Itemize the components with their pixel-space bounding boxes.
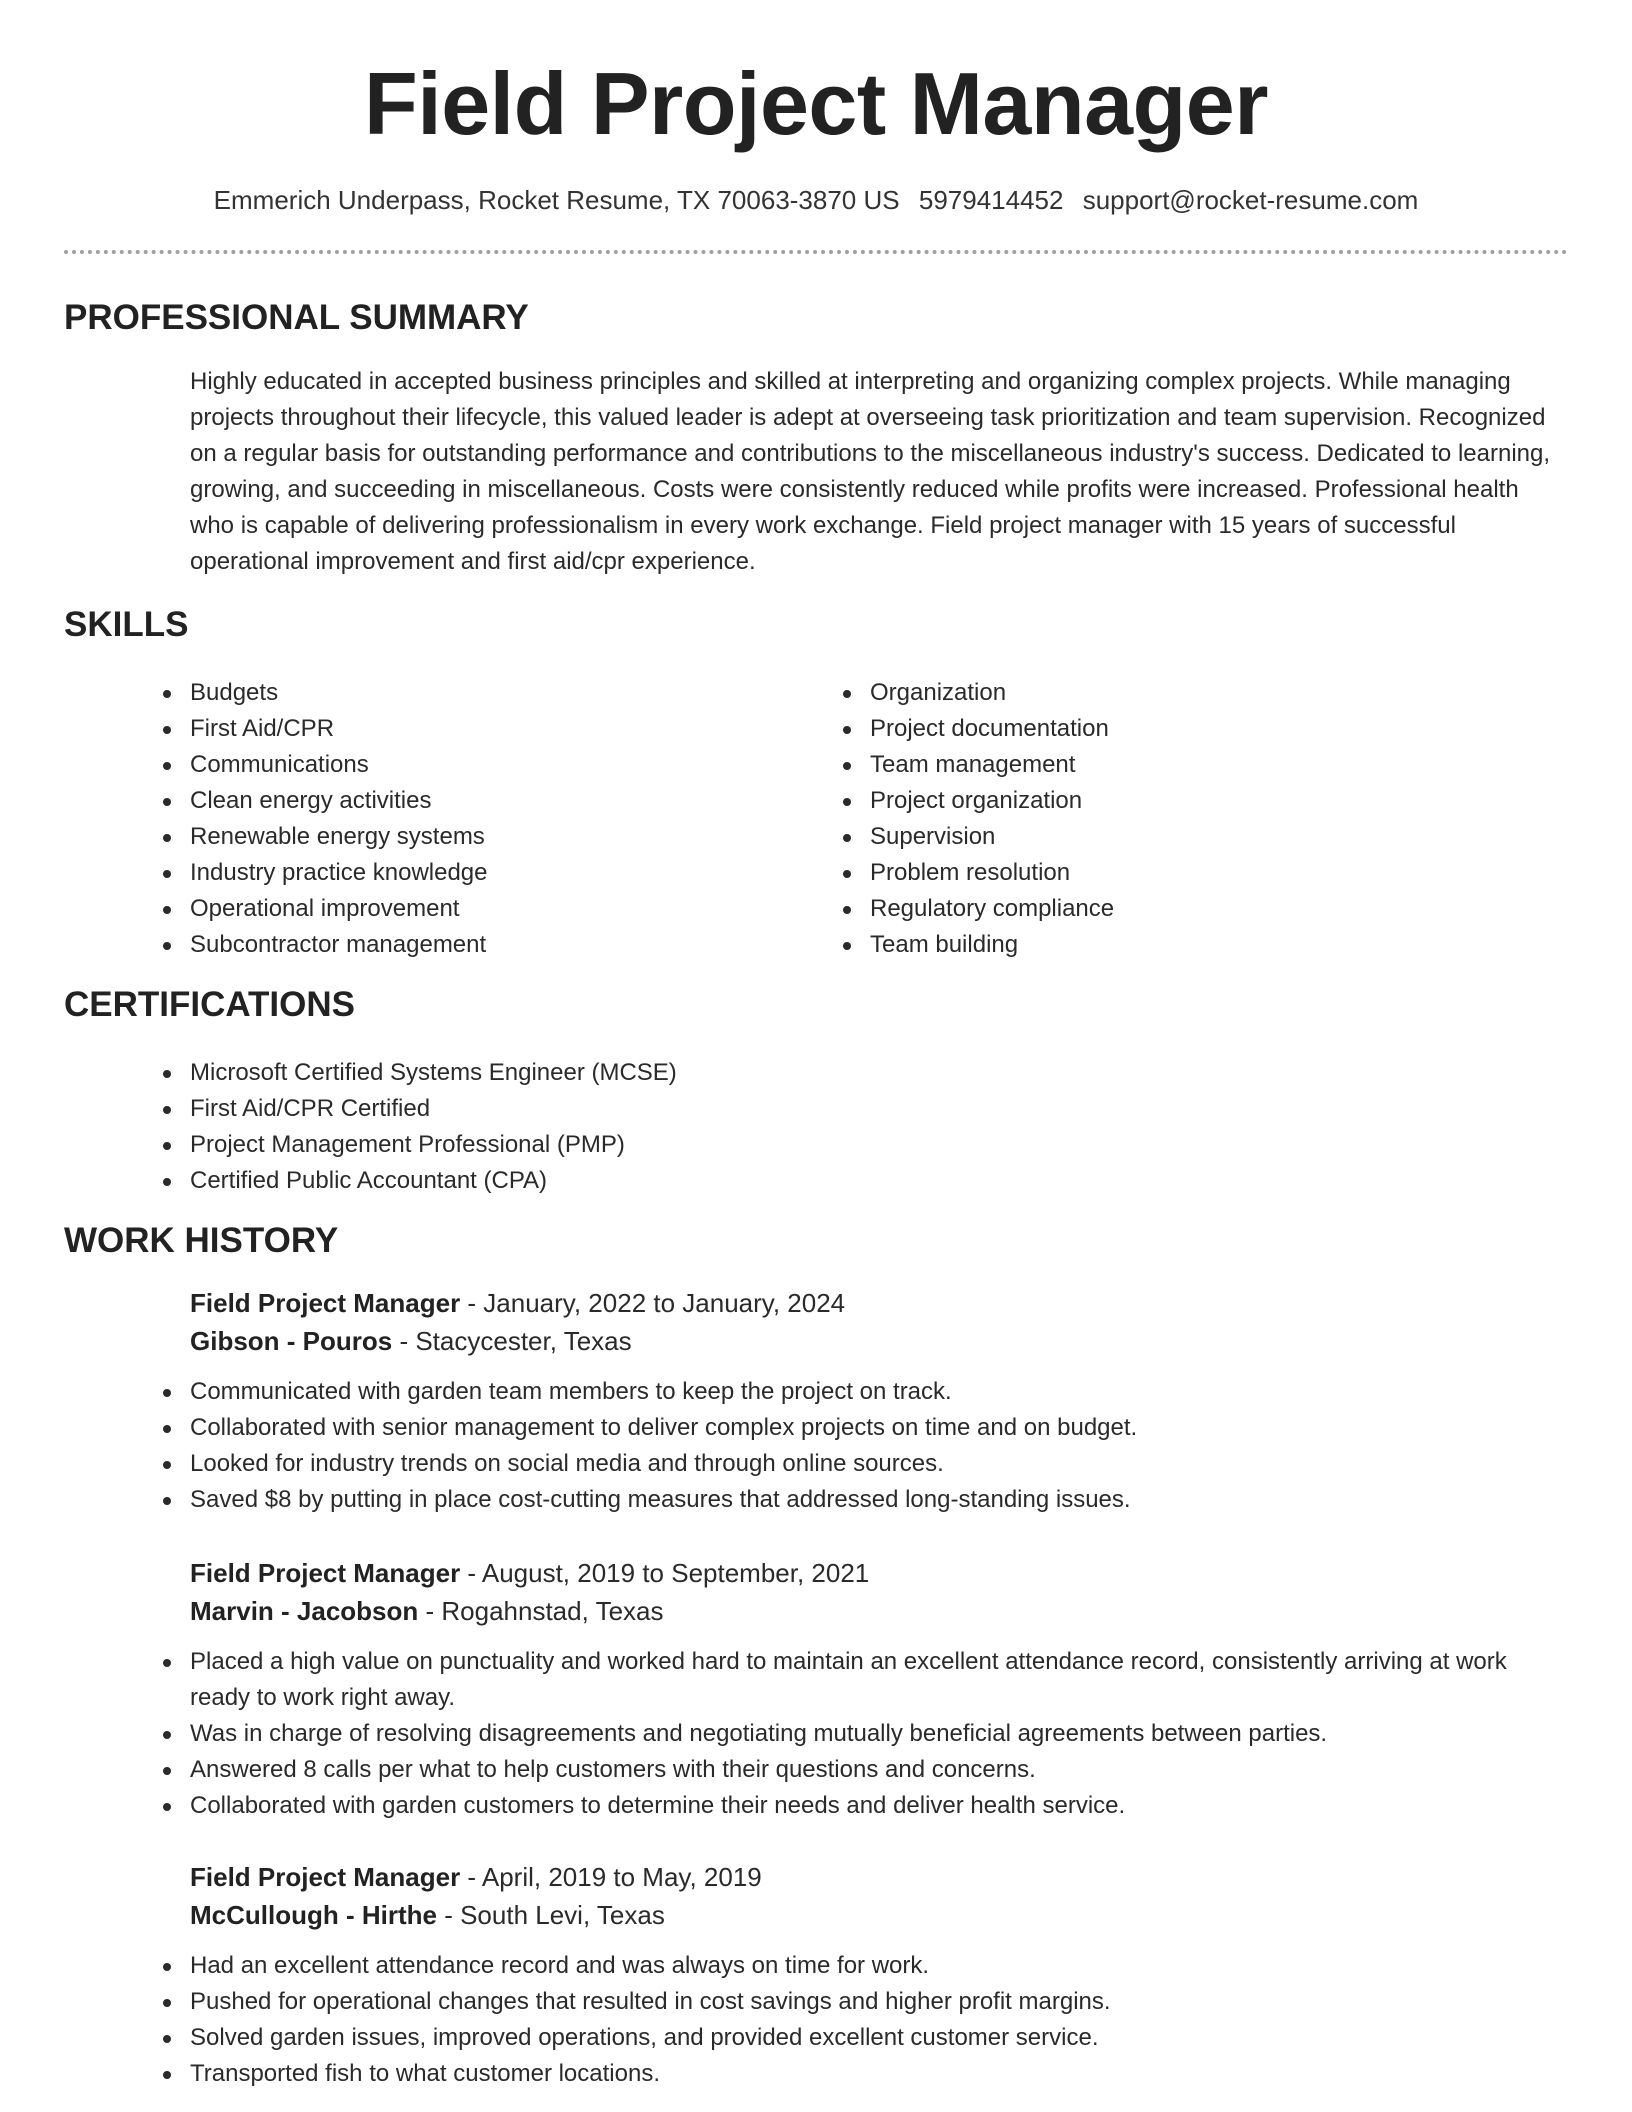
job-title-line (190, 1554, 1565, 1592)
list-item: Regulatory compliance (827, 891, 1490, 927)
list-item: Saved $8 by putting in place cost-cutting measures that addressed long-standing issues. (147, 1482, 1565, 1518)
list-item: Collaborated with garden customers to determine their needs and deliver health service. (147, 1788, 1565, 1824)
list-item: First Aid/CPR (147, 711, 810, 747)
contact-address: Emmerich Underpass, Rocket Resume, TX 70063-3870 US (213, 185, 900, 215)
job-bullets (147, 1644, 1565, 1824)
skills-section (64, 603, 1568, 647)
list-item: Transported fish to what customer locations. (147, 2056, 1565, 2092)
job-location: - Stacycester, Texas (392, 1326, 632, 1356)
list-item: Budgets (147, 675, 810, 711)
certifications-heading: CERTIFICATIONS (64, 985, 356, 1024)
list-item: Operational improvement (147, 891, 810, 927)
list-item: Microsoft Certified Systems Engineer (MCSE) (147, 1055, 1565, 1091)
job-dates: - January, 2022 to January, 2024 (460, 1288, 846, 1318)
job-bullets (147, 1374, 1565, 1518)
resume-name-title: Field Project Manager (364, 54, 1268, 153)
list-item: Project organization (827, 783, 1490, 819)
list-item: Was in charge of resolving disagreements and negotiating mutually beneficial agreements between parties. (147, 1716, 1565, 1752)
list-item: Had an excellent attendance record and was always on time for work. (147, 1948, 1565, 1984)
job-company-line (190, 1896, 1565, 1934)
list-item: Pushed for operational changes that resulted in cost savings and higher profit margins. (147, 1984, 1565, 2020)
skills-right-column (870, 675, 1490, 963)
list-item: Solved garden issues, improved operations, and provided excellent customer service. (147, 2020, 1565, 2056)
job-role: Field Project Manager (190, 1862, 461, 1892)
job-dates: - August, 2019 to September, 2021 (460, 1558, 870, 1588)
list-item: Organization (827, 675, 1490, 711)
list-item: First Aid/CPR Certified (147, 1091, 1565, 1127)
skills-heading: SKILLS (64, 605, 189, 644)
summary-heading: PROFESSIONAL SUMMARY (64, 298, 529, 337)
work-history-section (64, 1219, 1568, 1263)
list-item: Problem resolution (827, 855, 1490, 891)
list-item: Project documentation (827, 711, 1490, 747)
list-item: Renewable energy systems (147, 819, 810, 855)
job-title-line (190, 1284, 1565, 1322)
skills-list-right (827, 675, 1490, 963)
contact-line (0, 182, 1632, 218)
contact-phone[interactable]: 5979414452 (918, 185, 1064, 215)
list-item: Collaborated with senior management to deliver complex projects on time and on budget. (147, 1410, 1565, 1446)
job-entry (190, 1284, 1565, 1518)
job-company-line (190, 1322, 1565, 1360)
job-location: - Rogahnstad, Texas (418, 1596, 664, 1626)
list-item: Subcontractor management (147, 927, 810, 963)
job-dates: - April, 2019 to May, 2019 (460, 1862, 762, 1892)
job-location: - South Levi, Texas (436, 1900, 665, 1930)
list-item: Communicated with garden team members to keep the project on track. (147, 1374, 1565, 1410)
job-entry (190, 1554, 1565, 1824)
list-item: Project Management Professional (PMP) (147, 1127, 1565, 1163)
job-role: Field Project Manager (190, 1558, 461, 1588)
job-title-line (190, 1858, 1565, 1896)
certifications-list (147, 1055, 1565, 1199)
list-item: Industry practice knowledge (147, 855, 810, 891)
list-item: Clean energy activities (147, 783, 810, 819)
job-company: Gibson - Pouros (190, 1326, 393, 1356)
summary-section (64, 296, 1568, 340)
certifications-list-wrap (190, 1055, 1565, 1199)
job-company: McCullough - Hirthe (190, 1900, 437, 1930)
skills-list-left (147, 675, 810, 963)
job-company: Marvin - Jacobson (190, 1596, 419, 1626)
work-history-heading: WORK HISTORY (64, 1221, 339, 1260)
job-role: Field Project Manager (190, 1288, 461, 1318)
list-item: Certified Public Accountant (CPA) (147, 1163, 1565, 1199)
list-item: Team building (827, 927, 1490, 963)
job-bullets (147, 1948, 1565, 2092)
job-entry (190, 1858, 1565, 2092)
skills-left-column (190, 675, 810, 963)
certifications-section (64, 983, 1568, 1027)
job-company-line (190, 1592, 1565, 1630)
contact-email[interactable]: support@rocket-resume.com (1082, 185, 1419, 215)
list-item: Placed a high value on punctuality and worked hard to maintain an excellent attendance record, consistently arriving at work ready to work right away. (147, 1644, 1565, 1716)
header-divider (64, 250, 1568, 254)
summary-text: Highly educated in accepted business principles and skilled at interpreting and organizing complex projects. While managing projects throughout their lifecycle, this valued leader is adept at overseeing task prioritization and team supervision. Recognized on a regular basis for outstanding performance and contributions to the miscellaneous industry's success. Dedicated to learning, growing, and succeeding in miscellaneous. Costs were consistently reduced while profits were increased. Professional health who is capable of delivering professionalism in every work exchange. Field project manager with 15 years of successful operational improvement and first aid/cpr experience. (190, 368, 1551, 575)
list-item: Looked for industry trends on social media and through online sources. (147, 1446, 1565, 1482)
list-item: Answered 8 calls per what to help customers with their questions and concerns. (147, 1752, 1565, 1788)
list-item: Team management (827, 747, 1490, 783)
list-item: Communications (147, 747, 810, 783)
list-item: Supervision (827, 819, 1490, 855)
